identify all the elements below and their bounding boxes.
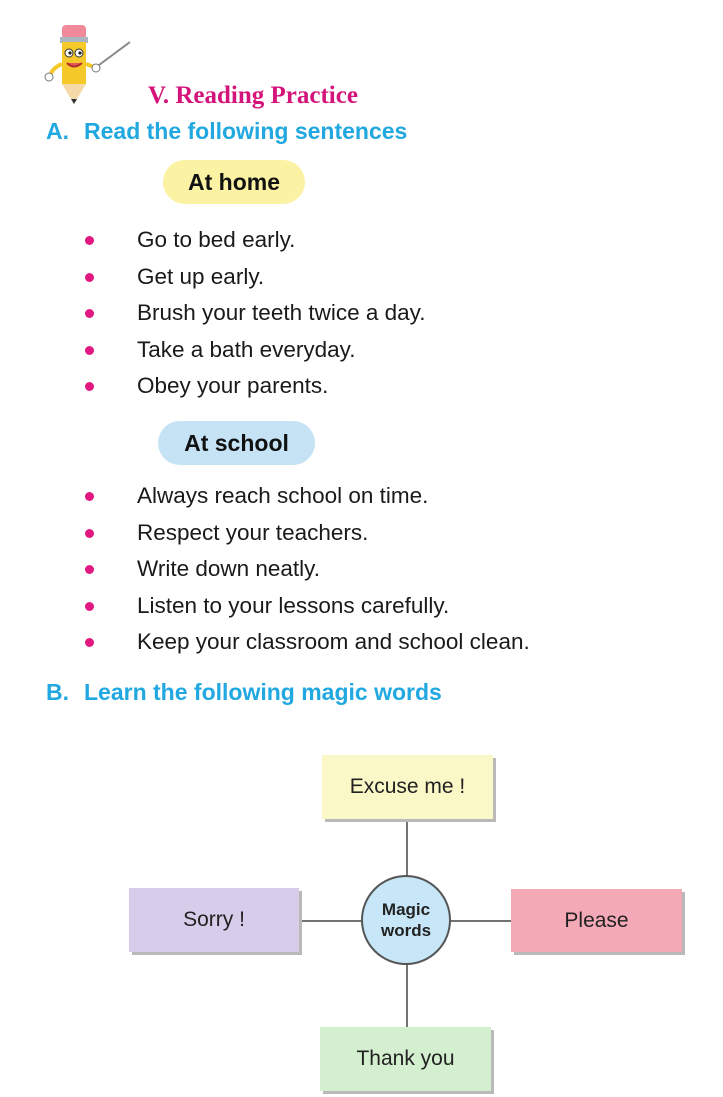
at-school-pill: At school xyxy=(158,421,315,465)
list-item: Write down neatly. xyxy=(82,551,530,588)
list-item: Keep your classroom and school clean. xyxy=(82,624,530,661)
section-b-label: Learn the following magic words xyxy=(84,679,442,705)
magic-words-diagram xyxy=(0,700,723,1097)
list-item: Obey your parents. xyxy=(82,368,425,405)
circle-line-1: Magic xyxy=(381,900,431,919)
box-please: Please xyxy=(511,889,682,952)
list-item: Always reach school on time. xyxy=(82,478,530,515)
list-item: Respect your teachers. xyxy=(82,515,530,552)
list-item: Listen to your lessons carefully. xyxy=(82,588,530,625)
at-home-pill: At home xyxy=(163,160,305,204)
box-sorry: Sorry ! xyxy=(129,888,299,952)
magic-words-circle xyxy=(361,875,451,965)
circle-line-2: words xyxy=(380,921,432,940)
at-home-list xyxy=(82,222,425,405)
box-thank-you: Thank you xyxy=(320,1027,491,1091)
page-title: V. Reading Practice xyxy=(148,82,358,109)
section-a-letter: A. xyxy=(46,118,69,144)
list-item: Brush your teeth twice a day. xyxy=(82,295,425,332)
box-excuse-me: Excuse me ! xyxy=(322,755,493,819)
section-a-heading xyxy=(46,118,407,145)
section-b-letter: B. xyxy=(46,679,69,705)
list-item: Get up early. xyxy=(82,259,425,296)
at-school-list xyxy=(82,478,530,661)
list-item: Go to bed early. xyxy=(82,222,425,259)
pencil-mascot-icon xyxy=(40,20,135,110)
section-a-label: Read the following sentences xyxy=(84,118,408,144)
list-item: Take a bath everyday. xyxy=(82,332,425,369)
